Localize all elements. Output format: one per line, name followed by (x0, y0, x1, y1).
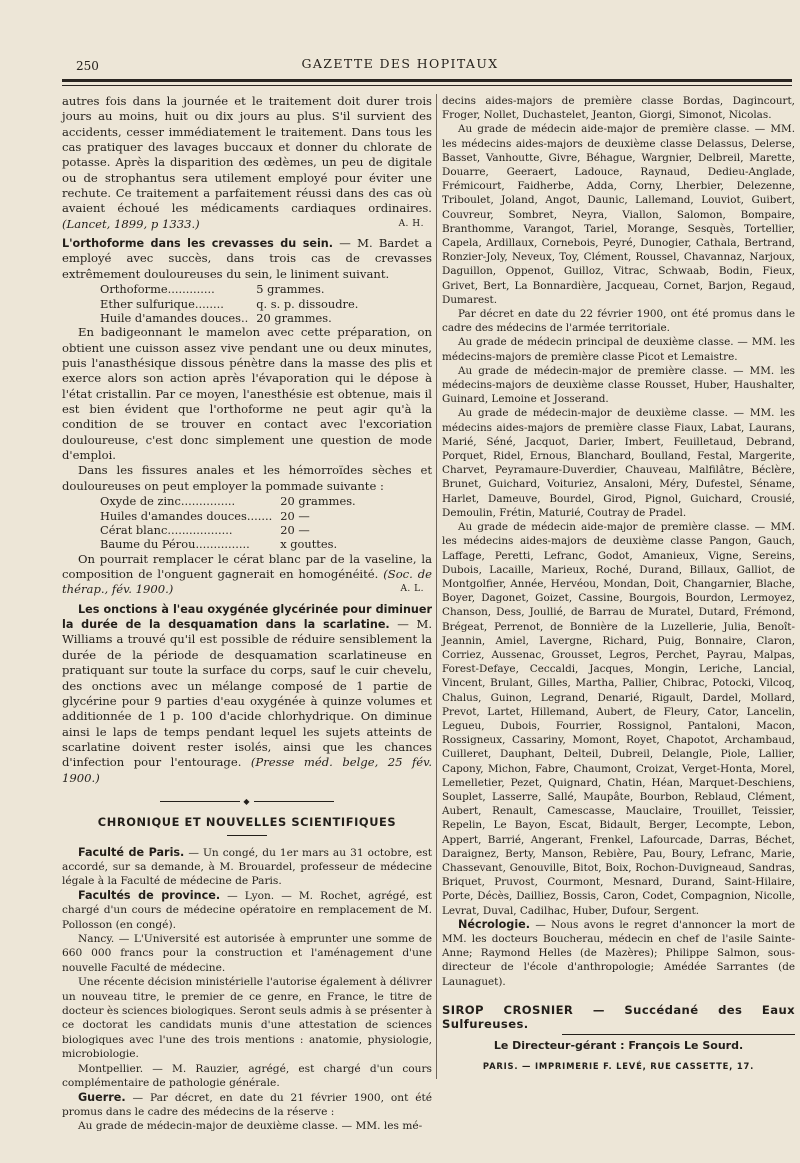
article-title: Les onctions à l'eau oxygénée glycérinée pour diminuer la durée de la desquamation dans la scarlatine. (62, 602, 432, 632)
chronique-body (62, 846, 432, 1134)
recipe-item: Ether sulfurique........ (100, 296, 224, 311)
news-facultes-province (62, 889, 432, 932)
paragraph-text: employé avec succès, dans trois cas de crevasses extrêmement douloureuses du sein, le liniment suivant. (62, 251, 432, 281)
recipe-row (100, 494, 356, 508)
recipe-amount: x gouttes. (280, 537, 338, 552)
paragraph: En badigeonnant le mamelon avec cette préparation, on obtient une cuisson assez vive pendant une ou deux minutes, puis l'anasthésique dissous pénètre dans la masse des plis et exerce alors son action après l'évaporation qui le dépose à l'état cristallin. Par ce moyen, l'anesthésie est obtenue, mais il est bien évident que l'orthoforme ne peut agir qu'à la condition de se trouver en contact avec l'excoriation douloureuse, c'est donc simplement une question de mode d'emploi. (62, 325, 432, 463)
recipe-item: Cérat blanc.................. (100, 522, 233, 537)
recipe-item: Oxyde de zinc............... (100, 494, 236, 509)
recipe-row (100, 509, 356, 523)
column-divider (436, 94, 437, 1079)
news-text: — Lyon. — M. Rochet, agrégé, est chargé d'un cours de médecine opératoire en remplacement de M. Pollosson (en congé). (62, 889, 432, 931)
right-column (442, 94, 795, 1074)
printer-imprint: PARIS. — IMPRIMERIE F. LEVÉ, RUE CASSETTE, 17. (482, 1061, 755, 1072)
section-title: CHRONIQUE ET NOUVELLES SCIENTIFIQUES (97, 815, 397, 830)
paragraph: Nancy. — L'Université est autorisée à emprunter une somme de 660 000 francs pour la construction et l'aménagement d'une nouvelle Faculté de médecine. (62, 933, 432, 974)
article-author: — M. Bardet a (339, 236, 432, 251)
news-text: — Nous avons le regret d'annoncer la mort de MM. les docteurs Boucherau, médecin en chef de l'asile Sainte-Anne; Raymond Helles (de Mazères); Philippe Salmon, sous-directeur de l'école d'anthropologie; Amédée Sarrantes (de Launaguet). (442, 918, 795, 988)
advertisement: SIROP CROSNIER — Succédané des Eaux Sulfureuses. (442, 1002, 795, 1031)
left-column (62, 94, 432, 1134)
running-title: GAZETTE DES HOPITAUX (301, 56, 499, 71)
recipe-amount: 5 grammes. (256, 282, 325, 297)
paragraph: Au grade de médecin aide-major de première classe. — MM. les médecins aides-majors de deuxième classe Delassus, Delerse, Basset, Vanhoutte, Givre, Béhague, Wargnier, Delbreil, Marette, Douarre, Geeraert, Ladouce, Raynaud, Dedieu-Anglade, Frémicourt, Faidherbe, Adda, Corny, Lherbier, Delezenne, Triboulet, Joland, Angot, Daunic, Lallemand, Louviot, Guibert, Couvreur, Sombret, Neyra, Viallon, Salomon, Bompaire, Branthomme, Varangot, Tariel, Morange, Sesquès, Tortellier, Capela, Ardillaux, Cornebois, Peyré, Dunogier, Cathala, Bertrand, Ronzier-Joly, Neveux, Toy, Clément, Roussel, Chavannaz, Narjoux, Daguillon, Oppenot, Guilloz, Vitrac, Schwaab, Bodin, Fieux, Grivet, Bert, La Bonnardière, Jacqueau, Cornet, Barjon, Regaud, Dumarest. (442, 123, 795, 306)
paragraph: decins aides-majors de première classe Bordas, Dagincourt, Froger, Nollet, Duchastelet, Jeanton, Giorgi, Simonot, Nicolas. (442, 95, 795, 122)
director-signature: Le Directeur-gérant : François Le Sourd. (493, 1039, 744, 1053)
article-orthoforme (62, 236, 432, 282)
recipe-amount: 20 — (280, 508, 310, 523)
paragraph: Au grade de médecin-major de deuxième classe. — MM. les médecins aides-majors de première classe Fiaux, Labat, Laurans, Marié, Séné, Jacquot, Darier, Imbert, Feuilletaud, Debrand, Porquet, Ridel, Ernous, Blanchard, Boulland, Festal, Margerite, Charvet, Peyramaure-Duverdier, Chauveau, Malfilâtre, Béclère, Brunet, Guichard, Voituriez, Ansaloni, Méry, Dufestel, Séname, Harlet, Dameuve, Bourdel, Girod, Pignol, Guichard, Crousié, Demoulin, Frétin, Maturié, Coutray de Pradel. (442, 407, 795, 519)
author-signature: A. H. (398, 218, 424, 229)
recipe-row (100, 523, 356, 537)
news-text: — Un congé, du 1er mars au 31 octobre, est accordé, sur sa demande, à M. Brouardel, professeur de médecine légale à la Faculté de médecine de Paris. (62, 846, 432, 888)
paragraph-text: autres fois dans la journée et le traitement doit durer trois jours au moins, huit ou dix jours au plus. S'il survient des accidents, cesser immédiatement le traitement. Dans tous les cas pratiquer des lavages buccaux et donner du chlorate de potasse. Après la disparition des œdèmes, un peu de digitale ou de strophantus sera utilement employé pour éviter une rechute. Ce traitement a parfaitement réussi dans des cas où avaient échoué les médicaments cardiaques ordinaires. (62, 94, 432, 216)
paragraph-text: On pourrait remplacer le cérat blanc par de la vaseline, la composition de l'onguent gagnerait en homogénéité. (62, 551, 432, 582)
author-signature: A. L. (400, 584, 424, 595)
reference: (Presse méd. belge, 25 fév. 1900.) (62, 755, 433, 785)
article-title: L'orthoforme dans les crevasses du sein. (62, 237, 334, 251)
page-number: 250 (76, 59, 99, 73)
news-title: Facultés de province. (78, 888, 221, 902)
recipe-row (100, 297, 358, 311)
paragraph: Dans les fissures anales et les hémorroïdes sèches et douloureuses on peut employer la pommade suivante : (62, 463, 432, 493)
recipe-item: Huiles d'amandes douces....... (100, 508, 273, 523)
news-faculte-paris (62, 846, 432, 889)
reference: (Soc. de thérap., fév. 1900.) (62, 567, 433, 597)
paragraph: Au grade de médecin-major de première classe. — MM. les médecins-majors de deuxième classe Rousset, Huber, Haushalter, Guinard, Lemoine et Josserand. (442, 364, 795, 406)
article-onctions (62, 602, 432, 786)
news-title: Faculté de Paris. (78, 845, 185, 859)
news-necrologie (442, 918, 795, 989)
paragraph-text: — M. Williams a trouvé qu'il est possible de réduire sensiblement la durée de la période de desquamation scarlatineuse en pratiquant sur toute la surface du corps, sauf le cuir chevelu, des onctions avec un mélange composé de 1 partie de glycérine pour 9 parties d'eau oxygénée à quinze volumes et additionnée de 1 p. 100 d'acide chlorhydrique. On diminue ainsi le laps de temps pendant lequel les sujets atteints de scarlatine doivent rester isolés, ainsi que les chances d'infection pour l'entourage. (62, 617, 433, 770)
news-guerre (62, 1091, 432, 1120)
news-title: Nécrologie. (458, 917, 530, 931)
recipe-amount: q. s. p. dissoudre. (256, 296, 359, 311)
reference: (Lancet, 1899, p 1333.) (62, 216, 200, 231)
recipe-table (100, 282, 358, 325)
short-rule (227, 835, 267, 836)
paragraph: Par décret en date du 22 février 1900, ont été promus dans le cadre des médecins de l'armée territoriale. (442, 308, 795, 335)
paragraph (62, 552, 432, 598)
recipe-item: Baume du Pérou............... (100, 537, 250, 552)
header-rule-thick (62, 79, 792, 82)
ornament-rule: ◆ (62, 794, 432, 809)
paragraph: Montpellier. — M. Rauzier, agrégé, est chargé d'un cours complémentaire de pathologie générale. (62, 1062, 432, 1090)
paragraph: Au grade de médecin principal de deuxième classe. — MM. les médecins-majors de première classe Picot et Lemaistre. (442, 336, 795, 363)
recipe-row (100, 537, 356, 551)
recipe-amount: 20 grammes. (280, 494, 356, 509)
recipe-row (100, 282, 358, 296)
recipe-amount: 20 grammes. (256, 310, 332, 325)
recipe-table (100, 494, 356, 552)
recipe-row (100, 311, 358, 325)
paragraph (62, 94, 432, 232)
recipe-item: Huile d'amandes douces.. (100, 310, 249, 325)
paragraph: Au grade de médecin aide-major de première classe. — MM. les médecins aides-majors de deuxième classe Pangon, Gauch, Laffage, Peretti, Lefranc, Godot, Amanieux, Vigne, Sereins, Dubois, Lacaille, Marieux, Roché, Durand, Billaux, Galliot, de Montgolfier, Année, Hervéou, Mondan, Doit, Changarnier, Blache, Boyer, Dagonet, Goizet, Cassine, Bourgois, Bourdon, Lermoyez, Chanson, Dess, Joullié, de Barrau de Muratel, Dutard, Frémond, Brégeat, Perrenot, de Bonnière de la Luzellerie, Julia, Benoît-Jeannin, Amiel, Lavergne, Richard, Puig, Bonnaire, Claron, Corriez, Aussenac, Grousset, Legros, Perchet, Payrau, Malpas, Forest-Defaye, Ceccaldi, Jacques, Mongin, Leriche, Lancial, Vincent, Brulant, Gilles, Martha, Pallier, Chibrac, Potocki, Vilcoq, Chalus, Guinon, Legrand, Denarié, Rigault, Dardel, Mollard, Prevot, Lartet, Hillemand, Aubert, de Fleury, Cator, Lancelin, Legueu, Dubois, Fourrier, Rossignol, Pantaloni, Macon, Rossigneux, Cassariny, Momont, Royet, Chapotot, Archambaud, Cuilleret, Dauphant, Delteil, Dubreil, Delangle, Piole, Lallier, Capony, Michon, Fabre, Chaumont, Croizat, Verget-Honta, Morel, Lemelletier, Pezet, Quignard, Chatin, Héan, Marquet-Deschiens, Souplet, Lasserre, Sallé, Maupâte, Bourbon, Reblaud, Clément, Aubert, Renault, Camescasse, Mauclaire, Trouillet, Teissier, Repelin, Le Bayon, Escat, Bidault, Berger, Lecompte, Lebon, Appert, Barrié, Angerant, Frenkel, Lafourcade, Darras, Béchet, Daraignez, Berty, Manson, Rebière, Pau, Boury, Lefranc, Marie, Chassevant, Genouville, Bitot, Boix, Rochon-Duvigneaud, Sandras, Briquet, Pruvost, Courmont, Mesnard, Durand, Saint-Hilaire, Porte, Décès, Dailliez, Bossis, Caron, Codet, Compagnion, Nicolle, Levrat, Duval, Cadilhac, Huber, Dufour, Sergent. (442, 521, 795, 917)
recipe-amount: 20 — (280, 522, 310, 537)
recipe-item: Orthoforme............. (100, 282, 215, 297)
news-title: Guerre. (78, 1090, 126, 1104)
news-text: — Par décret, en date du 21 février 1900, ont été promus dans le cadre des médecins de la réserve : (62, 1091, 432, 1118)
paragraph: Une récente décision ministérielle l'autorise également à délivrer un nouveau titre, le premier de ce genre, en France, le titre de docteur ès sciences biologiques. Seront seuls admis à se présenter à ce doctorat les candidats munis d'une attestation de sciences biologiques avec l'une des trois mentions : anatomie, physiologie, microbiologie. (62, 976, 432, 1061)
footer-rule (562, 1034, 795, 1035)
paragraph: Au grade de médecin-major de deuxième classe. — MM. les mé- (78, 1120, 423, 1133)
header-rule-thin (62, 85, 792, 86)
